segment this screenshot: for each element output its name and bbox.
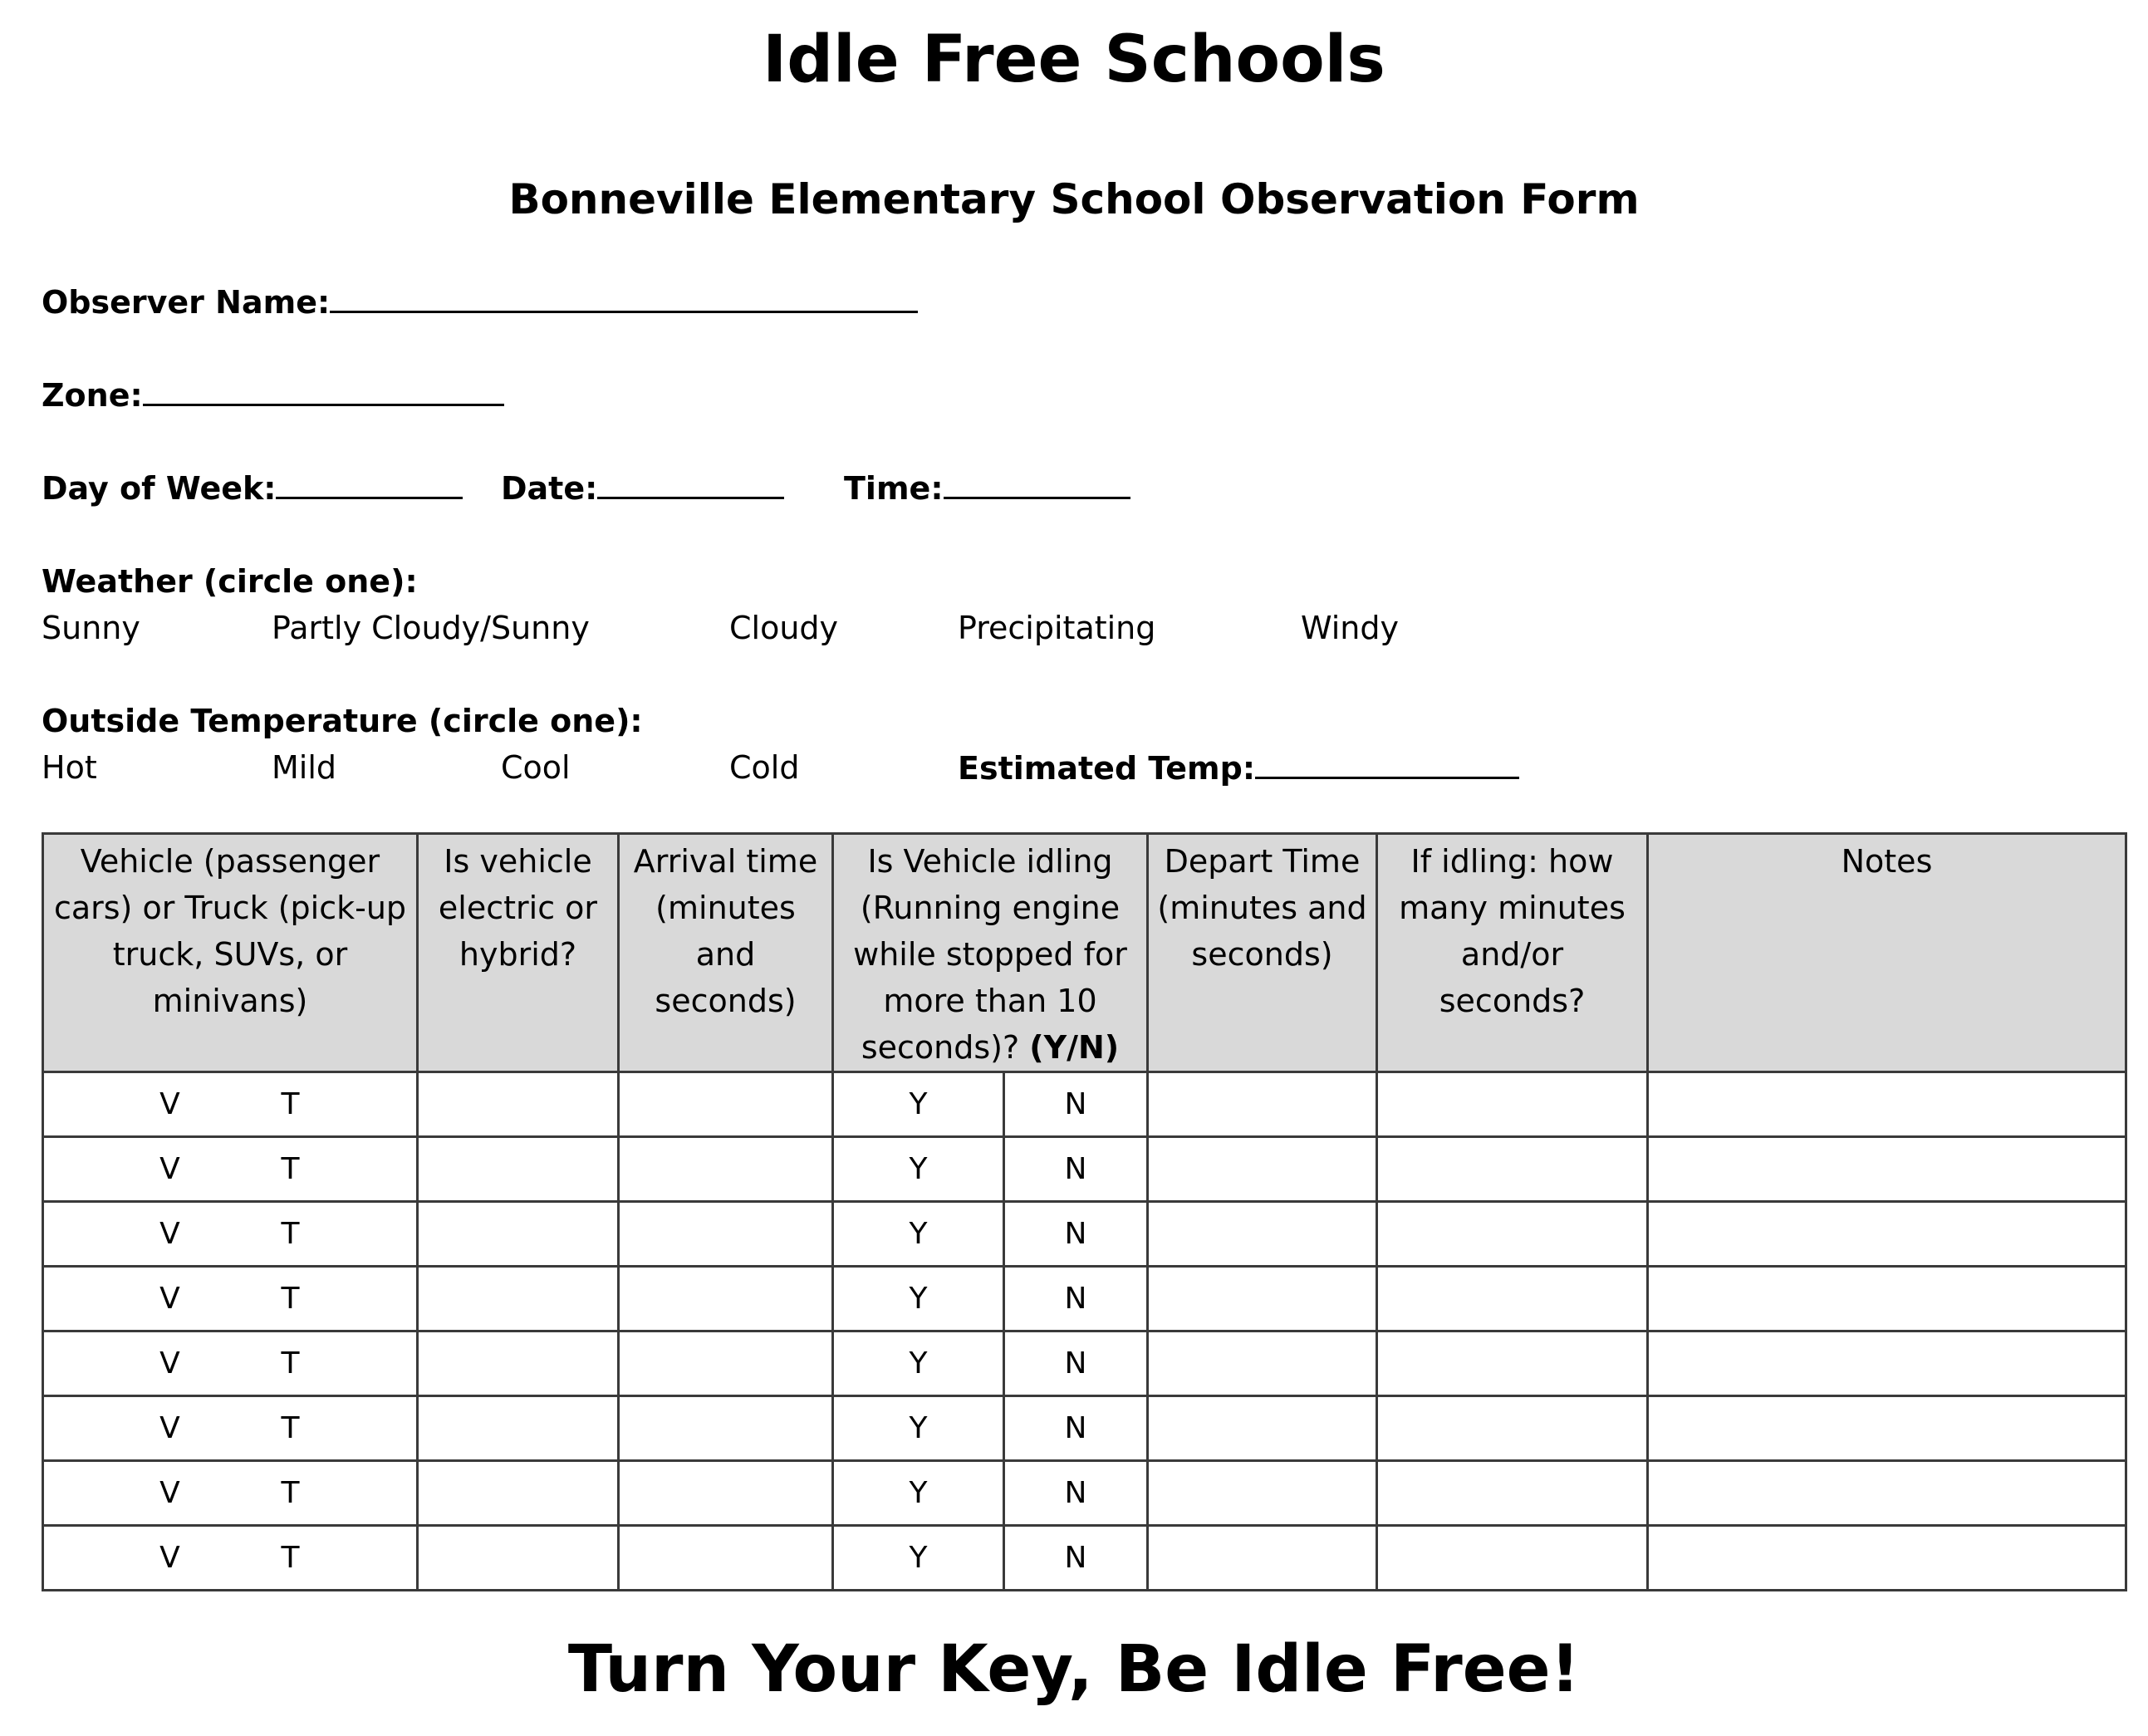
arrival-time-cell[interactable] [619, 1072, 833, 1137]
depart-time-cell[interactable] [1148, 1267, 1377, 1331]
idling-no-cell[interactable] [1004, 1137, 1148, 1202]
idling-yes-cell[interactable] [833, 1137, 1004, 1202]
notes-cell[interactable] [1648, 1526, 2126, 1591]
observation-table [42, 832, 2127, 1591]
table-row [43, 1461, 2126, 1526]
vehicle-option[interactable]: V [159, 1541, 180, 1575]
electric-hybrid-cell[interactable] [418, 1267, 619, 1331]
depart-time-cell[interactable] [1148, 1072, 1377, 1137]
vehicle-option[interactable]: V [159, 1476, 180, 1510]
depart-time-cell[interactable] [1148, 1137, 1377, 1202]
header-electric-hybrid: Is vehicle electric or hybrid? [418, 834, 619, 1072]
yes-option[interactable]: Y [909, 1087, 928, 1121]
no-option[interactable]: N [1064, 1346, 1087, 1380]
day-of-week-field [42, 467, 463, 509]
idling-yes-cell[interactable] [833, 1526, 1004, 1591]
arrival-time-cell[interactable] [619, 1526, 833, 1591]
idling-no-cell[interactable] [1004, 1526, 1148, 1591]
footer-slogan: Turn Your Key, Be Idle Free! [567, 1632, 1581, 1707]
no-option[interactable]: N [1064, 1217, 1087, 1251]
depart-time-cell[interactable] [1148, 1396, 1377, 1461]
weather-option-sunny[interactable]: Sunny [42, 610, 140, 646]
temperature-option-cool[interactable]: Cool [501, 749, 571, 786]
no-option[interactable]: N [1064, 1541, 1087, 1575]
zone-blank[interactable] [143, 374, 504, 406]
header-arrival-time: Arrival time (minutes and seconds) [619, 834, 833, 1072]
estimated-temp-blank[interactable] [1255, 747, 1519, 779]
idling-no-cell[interactable] [1004, 1267, 1148, 1331]
date-label: Date: [501, 470, 598, 507]
idling-duration-cell[interactable] [1377, 1526, 1648, 1591]
vehicle-option[interactable]: V [159, 1411, 180, 1445]
form-subtitle: Bonneville Elementary School Observation Form [508, 175, 1640, 223]
electric-hybrid-cell[interactable] [418, 1396, 619, 1461]
arrival-time-cell[interactable] [619, 1202, 833, 1267]
vehicle-type-cell [43, 1526, 418, 1591]
notes-cell[interactable] [1648, 1202, 2126, 1267]
time-label: Time: [844, 470, 944, 507]
truck-option[interactable]: T [281, 1282, 300, 1316]
estimated-temp-field [958, 747, 1519, 789]
header-idling-suffix: (Y/N) [1029, 1029, 1120, 1066]
zone-label: Zone: [42, 377, 143, 414]
idling-duration-cell[interactable] [1377, 1396, 1648, 1461]
idling-yes-cell[interactable] [833, 1072, 1004, 1137]
no-option[interactable]: N [1064, 1152, 1087, 1186]
truck-option[interactable]: T [281, 1217, 300, 1251]
idling-yes-cell[interactable] [833, 1396, 1004, 1461]
depart-time-cell[interactable] [1148, 1202, 1377, 1267]
table-row [43, 1331, 2126, 1396]
header-depart-time: Depart Time (minutes and seconds) [1148, 834, 1377, 1072]
idling-yes-cell[interactable] [833, 1267, 1004, 1331]
arrival-time-cell[interactable] [619, 1267, 833, 1331]
idling-no-cell[interactable] [1004, 1072, 1148, 1137]
header-idling [833, 834, 1148, 1072]
table-row [43, 1072, 2126, 1137]
vehicle-option[interactable]: V [159, 1087, 180, 1121]
arrival-time-cell[interactable] [619, 1331, 833, 1396]
day-of-week-blank[interactable] [276, 467, 463, 499]
table-row [43, 1137, 2126, 1202]
depart-time-cell[interactable] [1148, 1526, 1377, 1591]
no-option[interactable]: N [1064, 1411, 1087, 1445]
no-option[interactable]: N [1064, 1282, 1087, 1316]
idling-no-cell[interactable] [1004, 1331, 1148, 1396]
truck-option[interactable]: T [281, 1087, 300, 1121]
idling-yes-cell[interactable] [833, 1202, 1004, 1267]
vehicle-type-cell [43, 1137, 418, 1202]
temperature-label: Outside Temperature (circle one): [42, 703, 643, 739]
temperature-option-cold[interactable]: Cold [729, 749, 800, 786]
header-notes: Notes [1648, 834, 2126, 1072]
arrival-time-cell[interactable] [619, 1461, 833, 1526]
depart-time-cell[interactable] [1148, 1331, 1377, 1396]
yes-option[interactable]: Y [909, 1217, 928, 1251]
depart-time-cell[interactable] [1148, 1461, 1377, 1526]
notes-cell[interactable] [1648, 1072, 2126, 1137]
time-field [844, 467, 1130, 509]
truck-option[interactable]: T [281, 1346, 300, 1380]
weather-option-precipitating[interactable]: Precipitating [958, 610, 1156, 646]
arrival-time-cell[interactable] [619, 1137, 833, 1202]
truck-option[interactable]: T [281, 1411, 300, 1445]
vehicle-option[interactable]: V [159, 1217, 180, 1251]
yes-option[interactable]: Y [909, 1152, 928, 1186]
idling-duration-cell[interactable] [1377, 1267, 1648, 1331]
weather-option-cloudy[interactable]: Cloudy [729, 610, 839, 646]
idling-duration-cell[interactable] [1377, 1202, 1648, 1267]
electric-hybrid-cell[interactable] [418, 1526, 619, 1591]
yes-option[interactable]: Y [909, 1411, 928, 1445]
table-row [43, 1526, 2126, 1591]
yes-option[interactable]: Y [909, 1476, 928, 1510]
yes-option[interactable]: Y [909, 1541, 928, 1575]
header-idling-text: Is Vehicle idling (Running engine while stopped for more than 10 seconds)? [853, 843, 1127, 1066]
weather-option-partly-cloudy[interactable]: Partly Cloudy/Sunny [272, 610, 590, 646]
truck-option[interactable]: T [281, 1476, 300, 1510]
notes-cell[interactable] [1648, 1396, 2126, 1461]
observer-name-field [42, 281, 918, 323]
header-vehicle-type: Vehicle (passenger cars) or Truck (pick-up truck, SUVs, or minivans) [43, 834, 418, 1072]
day-of-week-label: Day of Week: [42, 470, 277, 507]
idling-yes-cell[interactable] [833, 1461, 1004, 1526]
vehicle-option[interactable]: V [159, 1282, 180, 1316]
electric-hybrid-cell[interactable] [418, 1072, 619, 1137]
yes-option[interactable]: Y [909, 1282, 928, 1316]
yes-option[interactable]: Y [909, 1346, 928, 1380]
table-row [43, 1396, 2126, 1461]
temperature-option-mild[interactable]: Mild [272, 749, 337, 786]
vehicle-option[interactable]: V [159, 1346, 180, 1380]
vehicle-type-cell [43, 1072, 418, 1137]
notes-cell[interactable] [1648, 1267, 2126, 1331]
vehicle-type-cell [43, 1331, 418, 1396]
table-row [43, 1267, 2126, 1331]
idling-duration-cell[interactable] [1377, 1461, 1648, 1526]
observer-name-blank[interactable] [330, 281, 918, 313]
idling-duration-cell[interactable] [1377, 1072, 1648, 1137]
idling-duration-cell[interactable] [1377, 1137, 1648, 1202]
table-header-row [43, 834, 2126, 1072]
header-idling-duration: If idling: how many minutes and/or seconds? [1377, 834, 1648, 1072]
date-blank[interactable] [597, 467, 784, 499]
vehicle-type-cell [43, 1267, 418, 1331]
notes-cell[interactable] [1648, 1137, 2126, 1202]
vehicle-option[interactable]: V [159, 1152, 180, 1186]
idling-no-cell[interactable] [1004, 1202, 1148, 1267]
idling-no-cell[interactable] [1004, 1461, 1148, 1526]
time-blank[interactable] [944, 467, 1130, 499]
electric-hybrid-cell[interactable] [418, 1137, 619, 1202]
idling-duration-cell[interactable] [1377, 1331, 1648, 1396]
date-field [501, 467, 784, 509]
vehicle-type-cell [43, 1461, 418, 1526]
estimated-temp-label: Estimated Temp: [958, 750, 1256, 787]
arrival-time-cell[interactable] [619, 1396, 833, 1461]
vehicle-type-cell [43, 1202, 418, 1267]
zone-field [42, 374, 504, 416]
no-option[interactable]: N [1064, 1087, 1087, 1121]
vehicle-type-cell [43, 1396, 418, 1461]
table-row [43, 1202, 2126, 1267]
temperature-option-hot[interactable]: Hot [42, 749, 97, 786]
idling-no-cell[interactable] [1004, 1396, 1148, 1461]
electric-hybrid-cell[interactable] [418, 1331, 619, 1396]
truck-option[interactable]: T [281, 1541, 300, 1575]
no-option[interactable]: N [1064, 1476, 1087, 1510]
notes-cell[interactable] [1648, 1461, 2126, 1526]
page-title: Idle Free Schools [763, 22, 1385, 97]
electric-hybrid-cell[interactable] [418, 1461, 619, 1526]
idling-yes-cell[interactable] [833, 1331, 1004, 1396]
observer-name-label: Observer Name: [42, 284, 331, 321]
notes-cell[interactable] [1648, 1331, 2126, 1396]
weather-option-windy[interactable]: Windy [1301, 610, 1399, 646]
weather-label: Weather (circle one): [42, 563, 418, 600]
electric-hybrid-cell[interactable] [418, 1202, 619, 1267]
truck-option[interactable]: T [281, 1152, 300, 1186]
